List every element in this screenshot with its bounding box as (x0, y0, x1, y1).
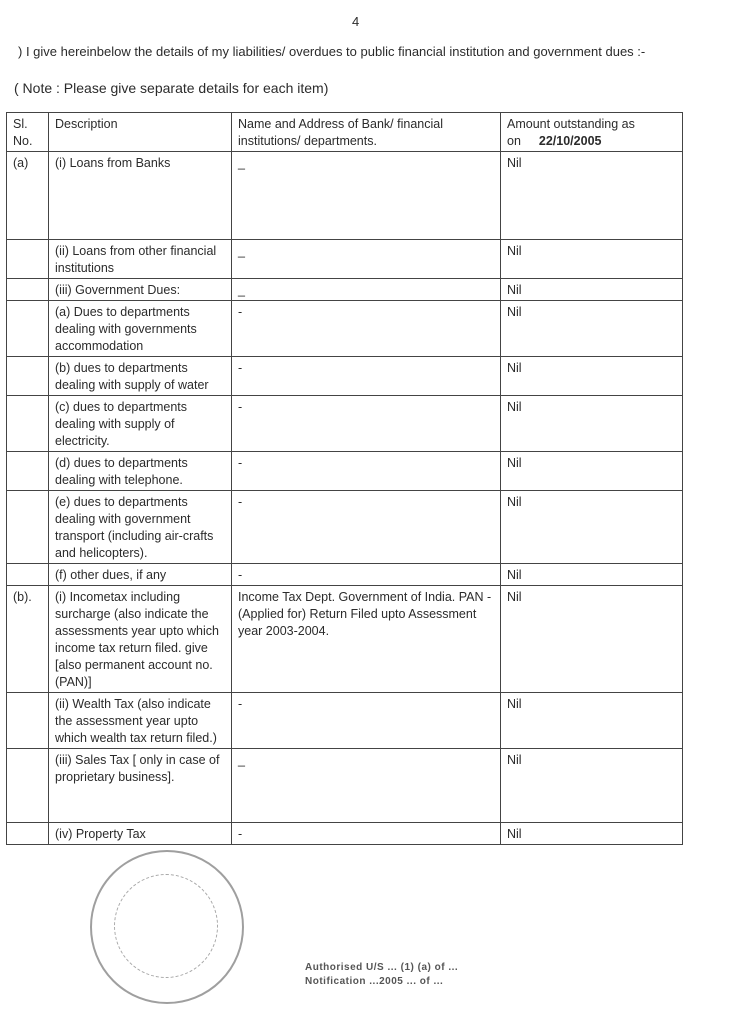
cell-name-address: - (232, 357, 501, 396)
table-row (7, 693, 683, 749)
cell-description: (ii) Wealth Tax (also indicate the assessment year upto which wealth tax return filed.) (49, 693, 232, 749)
table-row (7, 357, 683, 396)
table-row (7, 491, 683, 564)
table-row (7, 240, 683, 279)
header-amount-date: 22/10/2005 (538, 134, 602, 148)
cell-amount: Nil (501, 564, 683, 586)
footer-authorisation-line: Authorised U/S ... (1) (a) of ... (305, 962, 459, 973)
cell-sl: (b). (7, 586, 49, 693)
official-seal-inner-ring (114, 874, 218, 978)
table-row (7, 301, 683, 357)
cell-amount: Nil (501, 749, 683, 823)
cell-amount: Nil (501, 452, 683, 491)
table-row (7, 823, 683, 845)
cell-amount: Nil (501, 152, 683, 240)
note-text: ( Note : Please give separate details for each item) (14, 80, 329, 96)
cell-amount: Nil (501, 396, 683, 452)
header-amount-label: Amount outstanding as on (507, 117, 635, 148)
cell-name-address: _ (232, 240, 501, 279)
cell-description: (ii) Loans from other financial institutions (49, 240, 232, 279)
cell-description: (f) other dues, if any (49, 564, 232, 586)
cell-sl (7, 693, 49, 749)
header-amount (501, 113, 683, 152)
cell-name-address: - (232, 301, 501, 357)
cell-name-address: _ (232, 749, 501, 823)
liabilities-table (6, 112, 683, 845)
cell-name-address: Income Tax Dept. Government of India. PAN - (Applied for) Return Filed upto Assessment year 2003-2004. (232, 586, 501, 693)
cell-name-address: - (232, 564, 501, 586)
cell-description: (c) dues to departments dealing with supply of electricity. (49, 396, 232, 452)
cell-amount: Nil (501, 586, 683, 693)
cell-description: (d) dues to departments dealing with telephone. (49, 452, 232, 491)
cell-amount: Nil (501, 279, 683, 301)
header-sl-no: Sl. No. (7, 113, 49, 152)
cell-name-address: _ (232, 279, 501, 301)
cell-sl (7, 749, 49, 823)
table-row (7, 564, 683, 586)
cell-amount: Nil (501, 240, 683, 279)
cell-description: (iii) Sales Tax [ only in case of proprietary business]. (49, 749, 232, 823)
table-row (7, 749, 683, 823)
header-description: Description (49, 113, 232, 152)
cell-description: (i) Incometax including surcharge (also indicate the assessments year upto which income tax return filed. give [also permanent account no. (PAN)] (49, 586, 232, 693)
cell-description: (iii) Government Dues: (49, 279, 232, 301)
table-header-row (7, 113, 683, 152)
cell-description: (i) Loans from Banks (49, 152, 232, 240)
cell-amount: Nil (501, 491, 683, 564)
cell-name-address: - (232, 693, 501, 749)
header-name-address: Name and Address of Bank/ financial institutions/ departments. (232, 113, 501, 152)
cell-amount: Nil (501, 693, 683, 749)
intro-text: ) I give hereinbelow the details of my liabilities/ overdues to public financial institution and government dues :- (18, 44, 646, 59)
cell-description: (e) dues to departments dealing with government transport (including air-crafts and helicopters). (49, 491, 232, 564)
cell-sl (7, 240, 49, 279)
footer-notification-line: Notification ...2005 ... of ... (305, 976, 444, 987)
page-number: 4 (352, 14, 360, 29)
official-seal (90, 850, 244, 1004)
cell-sl (7, 452, 49, 491)
table-row (7, 396, 683, 452)
cell-sl (7, 279, 49, 301)
cell-sl (7, 823, 49, 845)
cell-sl (7, 564, 49, 586)
cell-name-address: _ (232, 152, 501, 240)
cell-sl (7, 491, 49, 564)
cell-name-address: - (232, 823, 501, 845)
cell-name-address: - (232, 452, 501, 491)
table-row (7, 279, 683, 301)
cell-description: (iv) Property Tax (49, 823, 232, 845)
table-row (7, 452, 683, 491)
table-row (7, 152, 683, 240)
cell-amount: Nil (501, 823, 683, 845)
cell-sl (7, 357, 49, 396)
cell-amount: Nil (501, 301, 683, 357)
cell-sl (7, 396, 49, 452)
cell-name-address: - (232, 396, 501, 452)
cell-name-address: - (232, 491, 501, 564)
cell-sl (7, 301, 49, 357)
cell-description: (a) Dues to departments dealing with governments accommodation (49, 301, 232, 357)
cell-description: (b) dues to departments dealing with supply of water (49, 357, 232, 396)
table-row (7, 586, 683, 693)
cell-sl: (a) (7, 152, 49, 240)
cell-amount: Nil (501, 357, 683, 396)
